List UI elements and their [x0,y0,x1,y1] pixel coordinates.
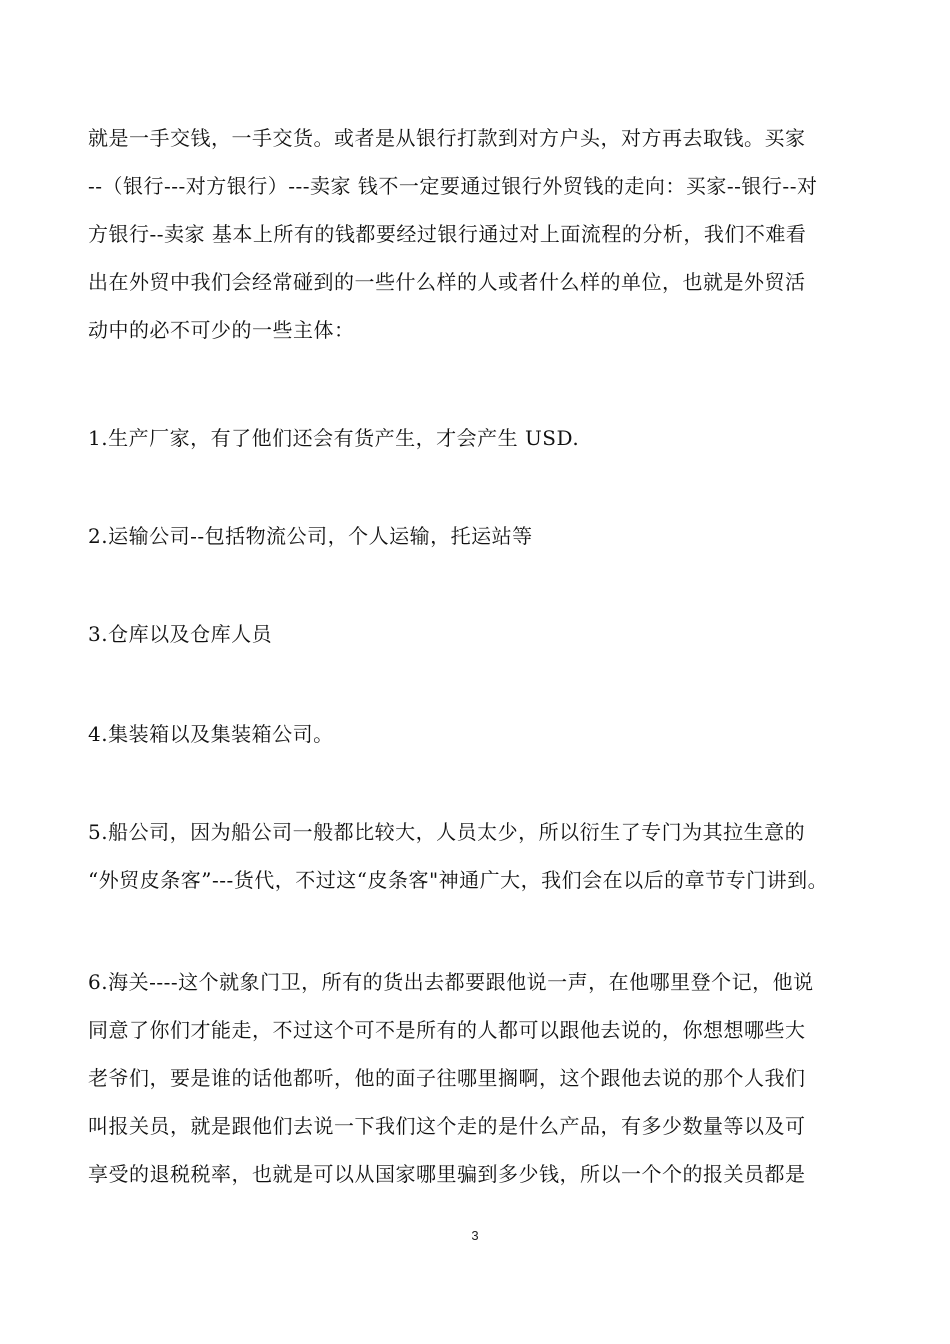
list-item-4 [88,710,868,758]
text-line: 叫报关员，就是跟他们去说一下我们这个走的是什么产品，有多少数量等以及可 [88,1114,806,1138]
text-line: 方银行--卖家 基本上所有的钱都要经过银行通过对上面流程的分析，我们不难看 [88,222,807,246]
text-line: 动中的必不可少的一些主体： [88,318,355,342]
text-line: 1.生产厂家，有了他们还会有货产生，才会产生 USD. [88,426,580,450]
text-line: 同意了你们才能走，不过这个可不是所有的人都可以跟他去说的，你想想哪些大 [88,1018,806,1042]
text-line: 老爷们，要是谁的话他都听，他的面子往哪里搁啊，这个跟他去说的那个人我们 [88,1066,806,1090]
text-line: 4.集装箱以及集装箱公司。 [88,722,334,746]
list-item-2 [88,512,868,560]
text-line: --（银行---对方银行）---卖家 钱不一定要通过银行外贸钱的走向：买家--银行--对 [88,174,818,198]
paragraph-intro [88,114,868,354]
text-line: “外贸皮条客”---货代，不过这“皮条客"神通广大，我们会在以后的章节专门讲到。 [88,868,829,892]
list-item-6 [88,958,868,1198]
list-item-1 [88,414,868,462]
text-line: 5.船公司，因为船公司一般都比较大，人员太少，所以衍生了专门为其拉生意的 [88,820,806,844]
text-line: 享受的退税税率，也就是可以从国家哪里骗到多少钱，所以一个个的报关员都是 [88,1162,806,1186]
text-line: 就是一手交钱，一手交货。或者是从银行打款到对方户头，对方再去取钱。买家 [88,126,806,150]
page-number: 3 [471,1228,479,1243]
text-line: 3.仓库以及仓库人员 [88,622,273,646]
list-item-3 [88,610,868,658]
text-line: 出在外贸中我们会经常碰到的一些什么样的人或者什么样的单位，也就是外贸活 [88,270,806,294]
text-line: 6.海关----这个就象门卫，所有的货出去都要跟他说一声，在他哪里登个记，他说 [88,970,814,994]
text-line: 2.运输公司--包括物流公司，个人运输，托运站等 [88,524,533,548]
list-item-5 [88,808,868,904]
